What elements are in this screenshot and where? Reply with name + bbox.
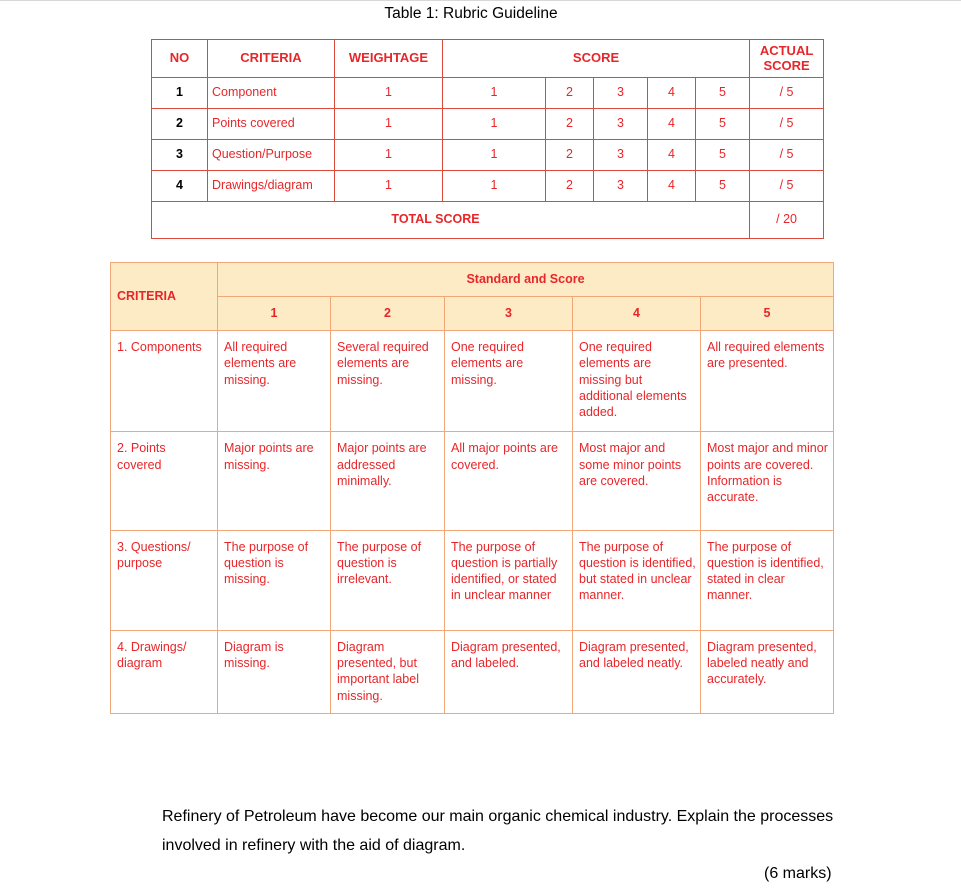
header-score: SCORE <box>443 40 750 78</box>
table-row <box>152 78 824 109</box>
actual-score-cell: / 5 <box>750 171 824 202</box>
standard-cell: The purpose of question is partially identified, or stated in unclear manner <box>445 530 573 630</box>
standard-cell: The purpose of question is irrelevant. <box>331 530 445 630</box>
standard-cell: Diagram presented, labeled neatly and accurately. <box>701 630 834 713</box>
header-actual-score <box>750 40 824 78</box>
criteria-header-text: CRITERIA <box>117 289 177 304</box>
standard-cell: Diagram presented, and labeled neatly. <box>573 630 701 713</box>
score-cell: 4 <box>648 140 696 171</box>
score-cell: 3 <box>594 140 648 171</box>
score-cell: 5 <box>696 171 750 202</box>
score-cell: 3 <box>594 78 648 109</box>
score-cell: 5 <box>696 78 750 109</box>
score-cell: 1 <box>443 171 546 202</box>
row-number: 3 <box>152 140 208 171</box>
header-actual-line1: ACTUAL <box>759 43 814 59</box>
score-cell: 1 <box>443 78 546 109</box>
row-criteria: 1. Components <box>111 331 218 432</box>
row-weightage: 1 <box>335 78 443 109</box>
standard-cell: All required elements are missing. <box>218 331 331 432</box>
standard-cell: The purpose of question is identified, but stated in unclear manner. <box>573 530 701 630</box>
standard-cell: All major points are covered. <box>445 432 573 530</box>
header-actual-line2: SCORE <box>763 57 810 73</box>
standard-cell: The purpose of question is missing. <box>218 530 331 630</box>
standard-cell: Major points are missing. <box>218 432 331 530</box>
score-cell: 2 <box>546 78 594 109</box>
level-header: 4 <box>573 297 701 331</box>
question-text: Refinery of Petroleum have become our main organic chemical industry. Explain the processes involved in refinery with the aid of diagram. <box>162 808 834 854</box>
row-number: 2 <box>152 109 208 140</box>
standard-cell: The purpose of question is identified, stated in clear manner. <box>701 530 834 630</box>
standard-cell: Several required elements are missing. <box>331 331 445 432</box>
table-caption: Table 1: Rubric Guideline <box>384 5 558 22</box>
row-weightage: 1 <box>335 109 443 140</box>
total-score-label <box>152 202 750 239</box>
level-header: 1 <box>218 297 331 331</box>
row-criteria: Points covered <box>208 109 335 140</box>
score-cell: 3 <box>594 171 648 202</box>
level-header: 5 <box>701 297 834 331</box>
table-row <box>111 331 834 432</box>
rubric-guideline-table <box>151 39 824 239</box>
score-cell: 2 <box>546 171 594 202</box>
row-weightage: 1 <box>335 140 443 171</box>
row-criteria: 3. Questions/ purpose <box>111 530 218 630</box>
row-criteria: Component <box>208 78 335 109</box>
standard-cell: One required elements are missing. <box>445 331 573 432</box>
score-cell: 4 <box>648 171 696 202</box>
actual-score-cell: / 5 <box>750 78 824 109</box>
table-row <box>111 432 834 530</box>
total-score-text: TOTAL SCORE <box>391 212 480 227</box>
standard-cell: All required elements are presented. <box>701 331 834 432</box>
standard-cell: Most major and minor points are covered. Information is accurate. <box>701 432 834 530</box>
row-criteria: Drawings/diagram <box>208 171 335 202</box>
row-number: 4 <box>152 171 208 202</box>
table-row <box>152 171 824 202</box>
standard-cell: Diagram presented, and labeled. <box>445 630 573 713</box>
score-cell: 3 <box>594 109 648 140</box>
criteria-header <box>111 263 218 331</box>
actual-score-cell: / 5 <box>750 109 824 140</box>
standard-score-table <box>110 262 834 714</box>
table-row <box>152 109 824 140</box>
score-cell: 1 <box>443 140 546 171</box>
top-divider <box>0 0 961 1</box>
row-number: 1 <box>152 78 208 109</box>
score-cell: 2 <box>546 140 594 171</box>
row-criteria: 2. Points covered <box>111 432 218 530</box>
standard-cell: Diagram is missing. <box>218 630 331 713</box>
table-row <box>111 630 834 713</box>
total-actual-score: / 20 <box>750 202 824 239</box>
score-cell: 1 <box>443 109 546 140</box>
standard-cell: One required elements are missing but additional elements added. <box>573 331 701 432</box>
standard-score-header: Standard and Score <box>218 263 834 297</box>
header-criteria: CRITERIA <box>208 40 335 78</box>
row-weightage: 1 <box>335 171 443 202</box>
actual-score-cell: / 5 <box>750 140 824 171</box>
score-cell: 5 <box>696 140 750 171</box>
standard-cell: Major points are addressed minimally. <box>331 432 445 530</box>
row-criteria: 4. Drawings/ diagram <box>111 630 218 713</box>
level-header: 3 <box>445 297 573 331</box>
total-row <box>152 202 824 239</box>
header-weightage: WEIGHTAGE <box>335 40 443 78</box>
score-cell: 4 <box>648 78 696 109</box>
row-criteria: Question/Purpose <box>208 140 335 171</box>
score-cell: 5 <box>696 109 750 140</box>
table-row <box>152 140 824 171</box>
table-row <box>111 530 834 630</box>
standard-cell: Most major and some minor points are covered. <box>573 432 701 530</box>
score-cell: 2 <box>546 109 594 140</box>
level-header: 2 <box>331 297 445 331</box>
marks-label: (6 marks) <box>764 865 832 882</box>
header-no: NO <box>152 40 208 78</box>
score-cell: 4 <box>648 109 696 140</box>
standard-cell: Diagram presented, but important label missing. <box>331 630 445 713</box>
